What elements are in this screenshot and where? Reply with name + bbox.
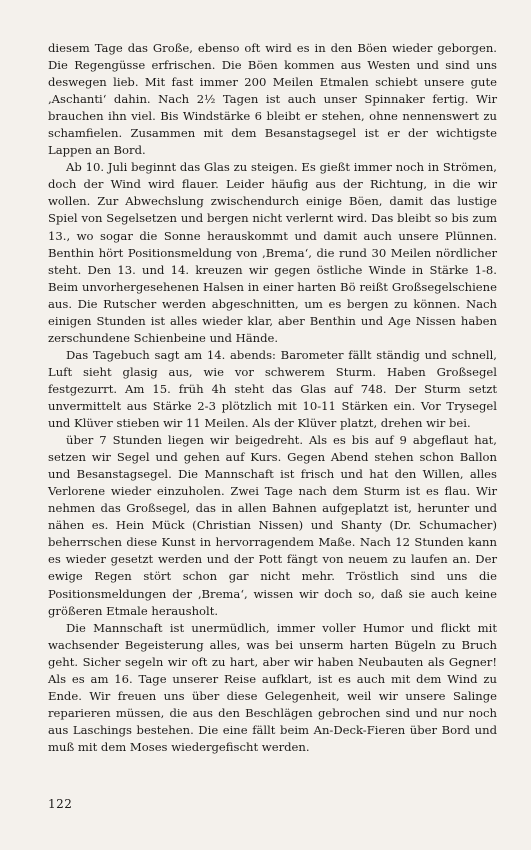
paragraph-4: über 7 Stunden liegen wir beigedreht. Als es bis auf 9 abgeflaut hat, setzen wir Segel und gehen auf Kurs. Gegen Abend stehen schon Ballon und Besanstagsegel. Die Mannschaft ist frisch und hat den Willen, alles Verlorene wieder einzuholen. Zwei Tage nach dem Sturm ist es flau. Wir nehmen das Großsegel, das in allen Bahnen aufgeplatzt ist, herunter und nähen es. Hein Mück (Christian Nissen) und Shanty (Dr. Schumacher) beherrschen diese Kunst in hervorragendem Maße. Nach 12 Stunden kann es wieder gesetzt werden und der Pott fängt von neuem zu laufen an. Der ewige Regen stört schon gar nicht mehr. Tröstlich sind uns die Positionsmeldungen der ‚Brema‘, wissen wir doch so, daß sie auch keine größeren Etmale herausholt. — [48, 433, 497, 618]
paragraph-2: Ab 10. Juli beginnt das Glas zu steigen. Es gießt immer noch in Strömen, doch der Wind wird flauer. Leider häufig aus der Richtung, in die wir wollen. Zur Abwechslung zwischendurch einige Böen, damit das lustige Spiel von Segelsetzen und bergen nicht verlernt wird. Das bleibt so bis zum 13., wo sogar die Sonne herauskommt und damit auch unsere Plünnen. Benthin hört Positionsmeldung von ‚Brema‘, die rund 30 Meilen nördlicher steht. Den 13. und 14. kreuzen wir gegen östliche Winde in Stärke 1-8. Beim unvorhergesehenen Halsen in einer harten Bö reißt Großsegelschiene aus. Die Rutscher werden abgeschnitten, um es bergen zu können. Nach einigen Stunden ist alles wieder klar, aber Benthin und Age Nissen haben zerschundene Schienbeine und Hände. — [48, 160, 497, 345]
paragraph-1: diesem Tage das Große, ebenso oft wird es in den Böen wieder geborgen. Die Regengüsse erfrischen. Die Böen kommen aus Westen und sind uns deswegen lieb. Mit fast immer 200 Meilen Etmalen schiebt unsere gute ‚Aschanti‘ dahin. Nach 2½ Tagen ist auch unser Spinnaker fertig. Wir brauchen ihn viel. Bis Windstärke 6 bleibt er stehen, ohne nennenswert zu schamfielen. Zusammen mit dem Besanstagsegel ist er der wichtigste Lappen an Bord. — [48, 41, 497, 158]
page-number: 122 — [48, 797, 73, 811]
paragraph-5: Die Mannschaft ist unermüdlich, immer voller Humor und flickt mit wachsender Begeisterung alles, was bei unserm harten Bügeln zu Bruch geht. Sicher segeln wir oft zu hart, aber wir haben Neubauten als Gegner! Als es am 16. Tage unserer Reise aufklart, ist es auch mit dem Wind zu Ende. Wir freuen uns über diese Gelegenheit, weil wir unsere Salinge reparieren müssen, die aus den Beschlägen gebrochen sind und nur noch aus Laschings bestehen. Die eine fällt beim An-Deck-Fieren über Bord und muß mit dem Moses wiedergefischt werden. — [48, 620, 497, 754]
paragraph-3: Das Tagebuch sagt am 14. abends: Barometer fällt ständig und schnell, Luft sieht glasig aus, wie vor schwerem Sturm. Haben Großsegel festgezurrt. Am 15. früh 4h steht das Glas auf 748. Der Sturm setzt unvermittelt aus Stärke 2-3 plötzlich mit 10-11 Stärken ein. Vor Trysegel und Klüver stieben wir 11 Meilen. Als der Klüver platzt, drehen wir bei. — [48, 347, 497, 431]
